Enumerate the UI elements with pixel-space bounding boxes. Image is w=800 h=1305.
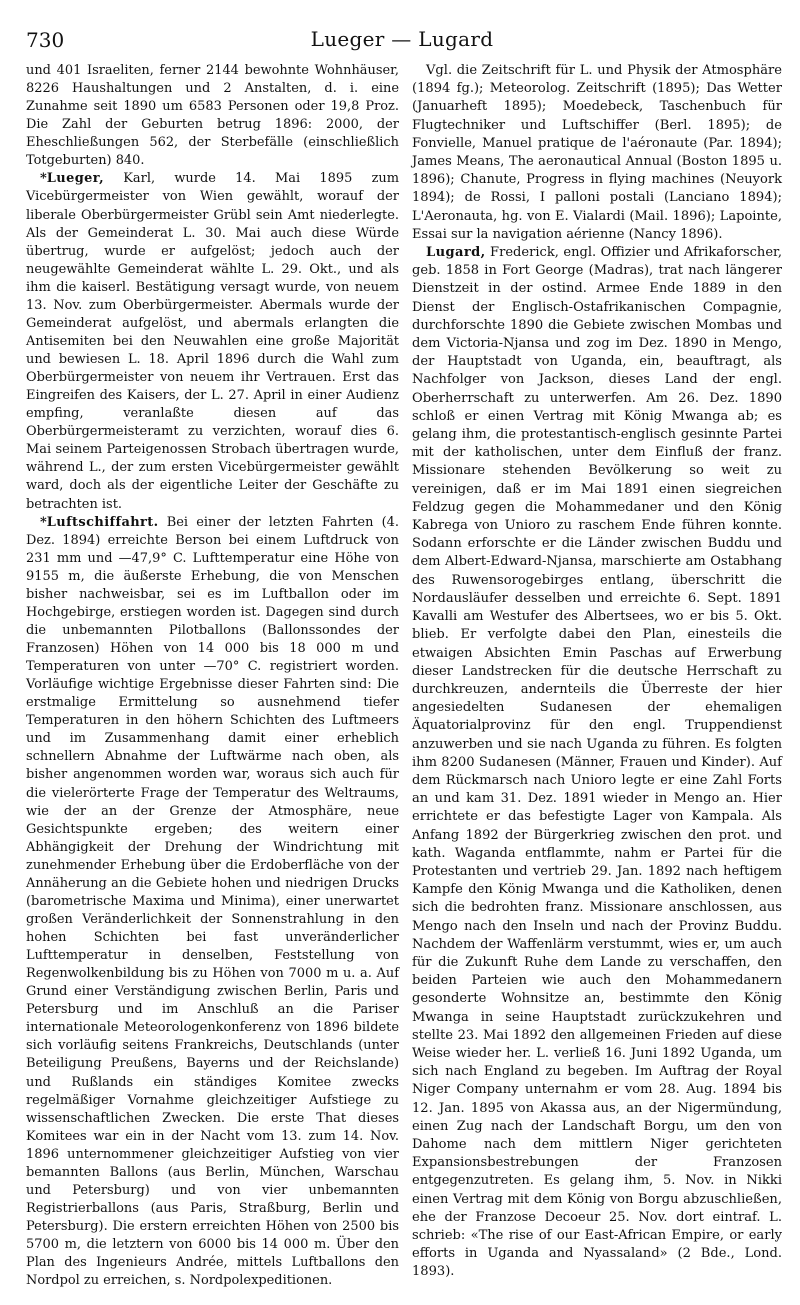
continuation-paragraph: und 401 Israeliten, ferner 2144 bewohnte Wohnhäuser, 8226 Haushaltungen und 2 Anstalten, d. i. eine Zunahme seit 1890 um 6583 Personen oder 19,8 Proz. Die Zahl der Geburten betrug 1896: 2000, der Eheschließungen 562, der Sterbefälle (einschließlich Totgeburten) 840. <box>26 63 399 169</box>
references-paragraph: Vgl. die Zeitschrift für L. und Physik der Atmosphäre (1894 fg.); Meteorolog. Zeitschrift (1895); Das Wetter (Januarheft 1895); Moedebeck, Taschenbuch für Flugtechniker und Luftschiffer (Berl. 1895); de Fonvielle, Manuel pratique de l'aéronaute (Par. 1894); James Means, The aeronautical Annual (Boston 1895 u. 1896); Chanute, Progress in flying machines (Neuyork 1894); de Rossi, I palloni postali (Lanciano 1894); L'Aeronauta, hg. von E. Vialardi (Mail. 1896); Lapointe, Essai sur la navigation aérienne (Nancy 1896). <box>412 63 782 242</box>
entry-text-lugard: Frederick, engl. Offizier und Afrikaforscher, geb. 1858 in Fort George (Madras), trat nach längerer Dienstzeit in der ostind. Armee Ende 1889 in den Dienst der Englisch-Ostafrikanischen Compagnie, durchforschte 1890 die Gebiete zwischen Mombas und dem Victoria-Njansa und zog im Dez. 1890 in Mengo, der Hauptstadt von Uganda, ein, beauftragt, als Nachfolger von Jackson, dieses Land der engl. Oberherrschaft zu unterwerfen. Am 26. Dez. 1890 schloß er einen Vertrag mit König Mwanga ab; es gelang ihm, die protestantisch-englisch gesinnte Partei mit der katholischen, unter dem Einfluß der franz. Missionare stehenden Bevölkerung so weit zu vereinigen, daß er im Mai 1891 einen siegreichen Feldzug gegen die Mohammedaner und den König Kabrega von Unioro zu raschem Ende führen konnte. Sodann erforschte er die Länder zwischen Buddu und dem Albert-Edward-Njansa, marschierte am Ostabhang des Ruwensorogebirges entlang, überschritt die Nordausläufer desselben und erreichte 6. Sept. 1891 Kavalli am Westufer des Albertsees, wo er bis 5. Okt. blieb. Er verfolgte dabei den Plan, einesteils die etwaigen Absichten Emin Paschas auf Erwerbung dieser Landstrecken für die deutsche Herrschaft zu durchkreuzen, andernteils die Überreste der hier angesiedelten Sudanesen der ehemaligen Äquatorialprovinz für den engl. Truppendienst anzuwerben und sie nach Uganda zu führen. Es folgten ihm 8200 Sudanesen (Männer, Frauen und Kinder). Auf dem Rückmarsch nach Unioro legte er eine Zahl Forts an und kam 31. Dez. 1891 wieder in Mengo an. Hier errichtete er das befestigte Lager von Kampala. Als Anfang 1892 der Bürgerkrieg zwischen den prot. und kath. Waganda entflammte, nahm er Partei für die Protestanten und vertrieb 29. Jan. 1892 nach heftigem Kampfe den König Mwanga und die Katholiken, denen sich die bedrohten franz. Missionare anschlossen, aus Mengo nach den Inseln und nach der Provinz Buddu. Nachdem der Waffenlärm verstummt, wies er, um auch für die Zukunft Ruhe dem Lande zu verschaffen, den beiden Parteien wie auch den Mohammedanern gesonderte Wohnsitze an, bestimmte den König Mwanga in seine Hauptstadt zurückzukehren und stellte 23. Mai 1892 den allgemeinen Frieden auf diese Weise wieder her. L. verließ 16. Juni 1892 Uganda, um sich nach England zu begeben. Im Auftrag der Royal Niger Company unternahm er vom 28. Aug. 1894 bis 12. Jan. 1895 von Akassa aus, an der Nigermündung, einen Zug nach der Landschaft Borgu, um den von Dahome nach dem mittlern Niger gerichteten Expansionsbestrebungen der Franzosen entgegenzutreten. Es gelang ihm, 5. Nov. in Nikki einen Vertrag mit dem König von Borgu abzuschließen, ehe der Franzose Decoeur 25. Nov. dort eintraf. L. schrieb: «The rise of our East-African Empire, or early efforts in Uganda and Nyassaland» (2 Bde., Lond. 1893). <box>412 245 782 1280</box>
headword-lugard: Lugard, <box>426 245 486 261</box>
update-marker: * <box>40 514 47 530</box>
entry-luftschiffahrt <box>26 514 399 1291</box>
page-header <box>26 24 778 54</box>
right-column <box>412 62 782 1282</box>
headword-lueger: Lueger, <box>46 171 104 187</box>
update-marker: * <box>40 171 47 187</box>
page-number: 730 <box>26 28 65 52</box>
headword-luftschiffahrt: Luftschiffahrt. <box>46 514 159 530</box>
entry-text-lueger: Karl, wurde 14. Mai 1895 zum Vicebürgermeister von Wien gewählt, worauf der liberale Oberbürgermeister Grübl sein Amt niederlegte. Als der Gemeinderat L. 30. Mai auch diese Würde übertrug, wurde er aufgelöst; jedoch auch der neugewählte Gemeinderat wählte L. 29. Okt., und als ihm die kaiserl. Bestätigung versagt wurde, von neuem 13. Nov. zum Oberbürgermeister. Abermals wurde der Gemeinderat aufgelöst, und abermals erlangten die Antisemiten bei den Neuwahlen eine große Majorität und bewiesen L. 18. April 1896 durch die Wahl zum Oberbürgermeister von neuem ihr Vertrauen. Erst das Eingreifen des Kaisers, der L. 27. April in einer Audienz empfing, veranlaßte diesen auf das Oberbürgermeisteramt zu verzichten, worauf dies 6. Mai seinem Parteigenossen Strobach übertragen wurde, während L., der zum ersten Vicebürgermeister gewählt ward, doch als der eigentliche Leiter der Geschäfte zu betrachten ist. <box>26 171 399 512</box>
left-column <box>26 62 399 1290</box>
entry-lugard <box>412 244 782 1282</box>
entry-text-luftschiffahrt: Bei einer der letzten Fahrten (4. Dez. 1894) erreichte Berson bei einem Luftdruck von 231 mm und —47,9° C. Lufttemperatur eine Höhe von 9155 m, die äußerste Erhebung, die von Menschen bisher nachweisbar, sei es im Luftballon oder im Hochgebirge, erstiegen worden ist. Dagegen sind durch die unbemannten Pilotballons (Ballonssondes der Franzosen) Höhen von 14 000 bis 18 000 m und Temperaturen von unter —70° C. registriert worden. Vorläufige wichtige Ergebnisse dieser Fahrten sind: Die erstmalige Ermittelung so ausnehmend tiefer Temperaturen in den höhern Schichten des Luftmeers und im Zusammenhang damit einer erheblich schnellern Abnahme der Luftwärme nach oben, als bisher angenommen worden war, woraus sich auch für die vielerörterte Frage der Temperatur des Weltraums, wie der an der Grenze der Atmosphäre, neue Gesichtspunkte ergeben; des weitern einer Abhängigkeit der Drehung der Windrichtung mit zunehmender Erhebung über die Erdoberfläche von der Annäherung an die Gebiete hohen und niedrigen Drucks (barometrische Maxima und Minima), einer unerwartet großen Veränderlichkeit der Sonnenstrahlung in den hohen Schichten bei fast unveränderlicher Lufttemperatur in denselben, Feststellung von Regenwolkenbildung bis zu Höhen von 7000 m u. a. Auf Grund einer Verständigung zwischen Berlin, Paris und Petersburg und im Anschluß an die Pariser internationale Meteorologenkonferenz von 1896 bildete sich vorläufig seitens Frankreichs, Deutschlands (unter Beteiligung Preußens, Bayerns und der Reichslande) und Rußlands ein ständiges Komitee zwecks regelmäßiger Vornahme gleichzeitiger Aufstiege zu wissenschaftlichen Zwecken. Die erste That dieses Komitees war ein in der Nacht vom 13. zum 14. Nov. 1896 unternommener gleichzeitiger Aufstieg von vier bemannten Ballons (aus Berlin, München, Warschau und Petersburg) und von vier unbemannten Registrierballons (aus Paris, Straßburg, Berlin und Petersburg). Die erstern erreichten Höhen von 2500 bis 5700 m, die letztern von 6000 bis 14 000 m. Über den Plan des Ingenieurs Andrée, mittels Luftballons den Nordpol zu erreichen, s. Nordpolexpeditionen. <box>26 514 399 1289</box>
running-title: Lueger — Lugard <box>310 27 494 51</box>
entry-lueger <box>26 170 399 513</box>
